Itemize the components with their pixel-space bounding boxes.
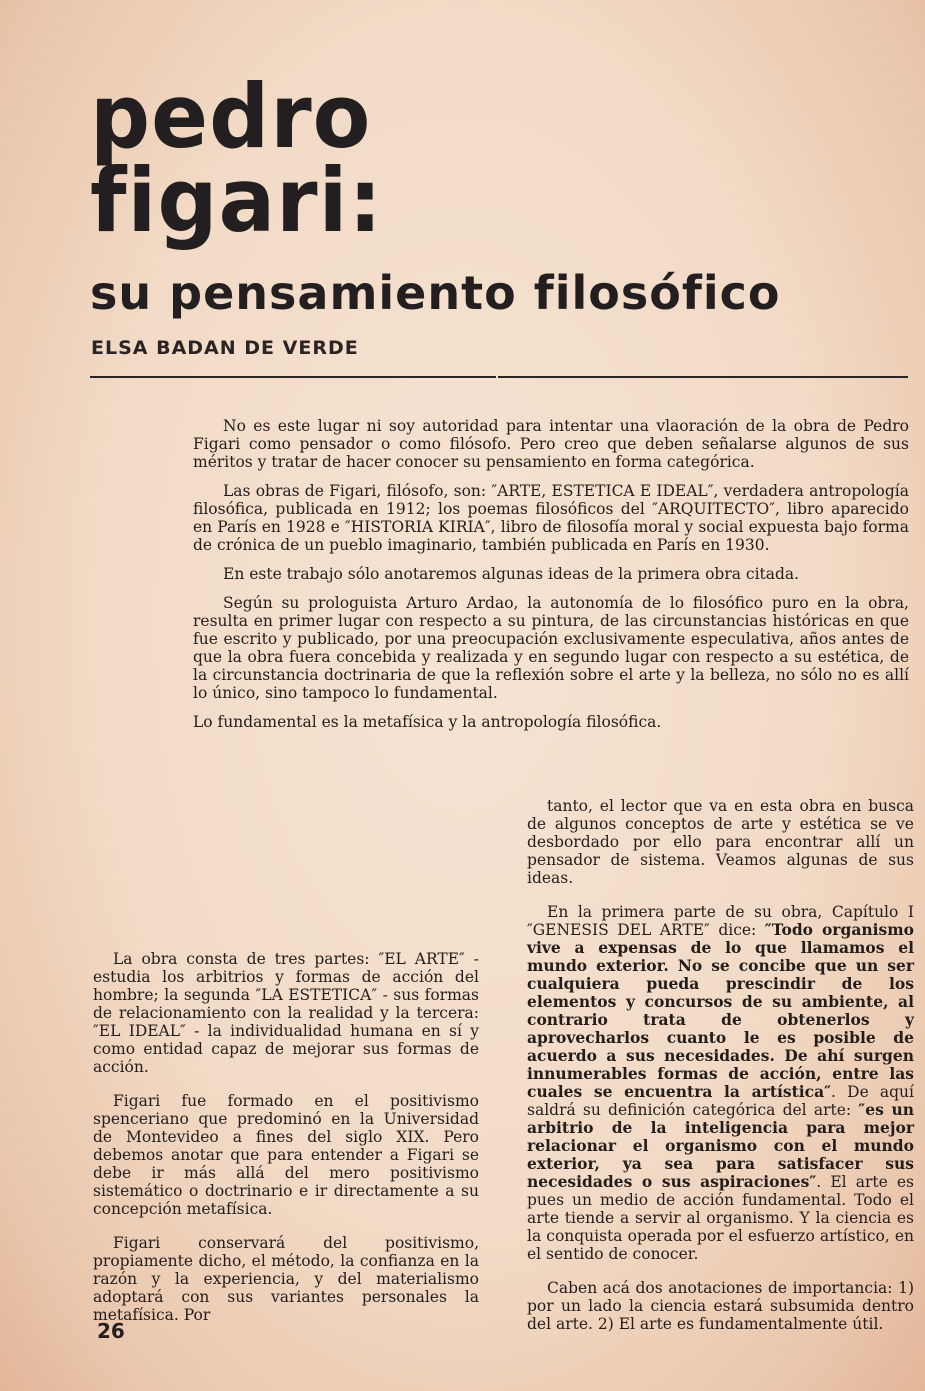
intro-paragraph: Según su prologuista Arturo Ardao, la autonomía de lo filosófico puro en la obra, resulta en primer lugar con respecto a su pintura, de las circunstancias históricas en que fue escrito y publicado, por una preocupación exclusivamente especulativa, años antes de que la obra fuera concebida y realizada y en segundo lugar con respecto a su estética, de la circunstancia doctrinaria de que la reflexión sobre el arte y la belleza, no sólo no es allí lo único, sino tampoco lo fundamental. (193, 594, 909, 702)
text-run: En la primera parte de su obra, Capítulo I ″GENESIS DEL ARTE″ dice: (527, 903, 914, 939)
right-column-paragraph: Caben acá dos anotaciones de importancia: 1) por un lado la ciencia estará subsumida dentro del arte. 2) El arte es fundamentalmente útil. (527, 1279, 914, 1333)
header-rule-left (90, 376, 496, 378)
left-column-paragraph: Figari fue formado en el positivismo spenceriano que predominó en la Universidad de Montevideo a fines del siglo XIX. Pero debemos anotar que para entender a Figari se debe ir más allá del mero positivismo sistemático o doctrinario e ir directamente a su concepción metafísica. (93, 1092, 479, 1218)
text-run: . El arte es pues un medio de acción fundamental. Todo el arte tiende a servir al organismo. Y la ciencia es la conquista operada por el esfuerzo artístico, en el sentido de conocer. (527, 1173, 914, 1263)
intro-paragraph: Las obras de Figari, filósofo, son: ″ARTE, ESTETICA E IDEAL″, verdadera antropología filosófica, publicada en 1912; los poemas filosóficos del ″ARQUITECTO″, libro aparecido en París en 1928 e ″HISTORIA KIRIA″, libro de filosofía moral y social expuesta bajo forma de crónica de un pueblo imaginario, también publicada en París en 1930. (193, 482, 909, 554)
title-line-1: pedro (90, 64, 372, 168)
quotation: ″es un arbitrio de la inteligencia para mejor relacionar el organismo con el mundo exterior, ya sea para satisfacer sus necesidades o sus aspiraciones″ (527, 1100, 915, 1191)
header-rule-right (498, 376, 908, 378)
title-line-2: figari: (90, 148, 383, 252)
author-byline: ELSA BADAN DE VERDE (91, 337, 359, 359)
text-run: . De aquí saldrá su definición categórica del arte: (527, 1083, 914, 1119)
intro-paragraph: En este trabajo sólo anotaremos algunas ideas de la primera obra citada. (223, 565, 800, 583)
intro-paragraph: No es este lugar ni soy autoridad para intentar una vlaoración de la obra de Pedro Figari como pensador o como filósofo. Pero creo que deben señalarse algunos de sus méritos y tratar de hacer conocer su pensamiento en forma categórica. (193, 417, 909, 471)
right-column-paragraph: tanto, el lector que va en esta obra en busca de algunos conceptos de arte y estética se ve desbordado por ello para encontrar allí un pensador de sistema. Veamos algunas de sus ideas. (527, 797, 914, 887)
left-column-paragraph: Figari conservará del positivismo, propiamente dicho, el método, la confianza en la razón y la experiencia, y del materialismo adoptará con sus variantes personales la metafísica. Por (93, 1234, 479, 1324)
right-column-paragraph (527, 903, 914, 1263)
right-column (527, 797, 914, 1349)
intro-paragraph: Lo fundamental es la metafísica y la antropología filosófica. (193, 713, 662, 731)
intro-section (193, 417, 909, 742)
subtitle: su pensamiento filosófico (90, 266, 781, 320)
page-number: 26 (97, 1319, 125, 1343)
quotation: ″Todo organismo vive a expensas de lo que llamamos el mundo exterior. No se concibe que un ser cualquiera pueda prescindir de los elementos y concursos de su ambiente, al contrario trata de obtenerlos y aprovecharlos cuanto le es posible de acuerdo a sus necesidades. De ahí surgen innumerables formas de acción, entre las cuales se encuentra la artística″ (527, 920, 914, 1101)
left-column-paragraph: La obra consta de tres partes: ″EL ARTE″ - estudia los arbitrios y formas de acción del hombre; la segunda ″LA ESTETICA″ - sus formas de relacionamiento con la realidad y la tercera: ″EL IDEAL″ - la individualidad humana en sí y como entidad capaz de mejorar sus formas de acción. (93, 950, 479, 1076)
left-column (93, 950, 479, 1340)
